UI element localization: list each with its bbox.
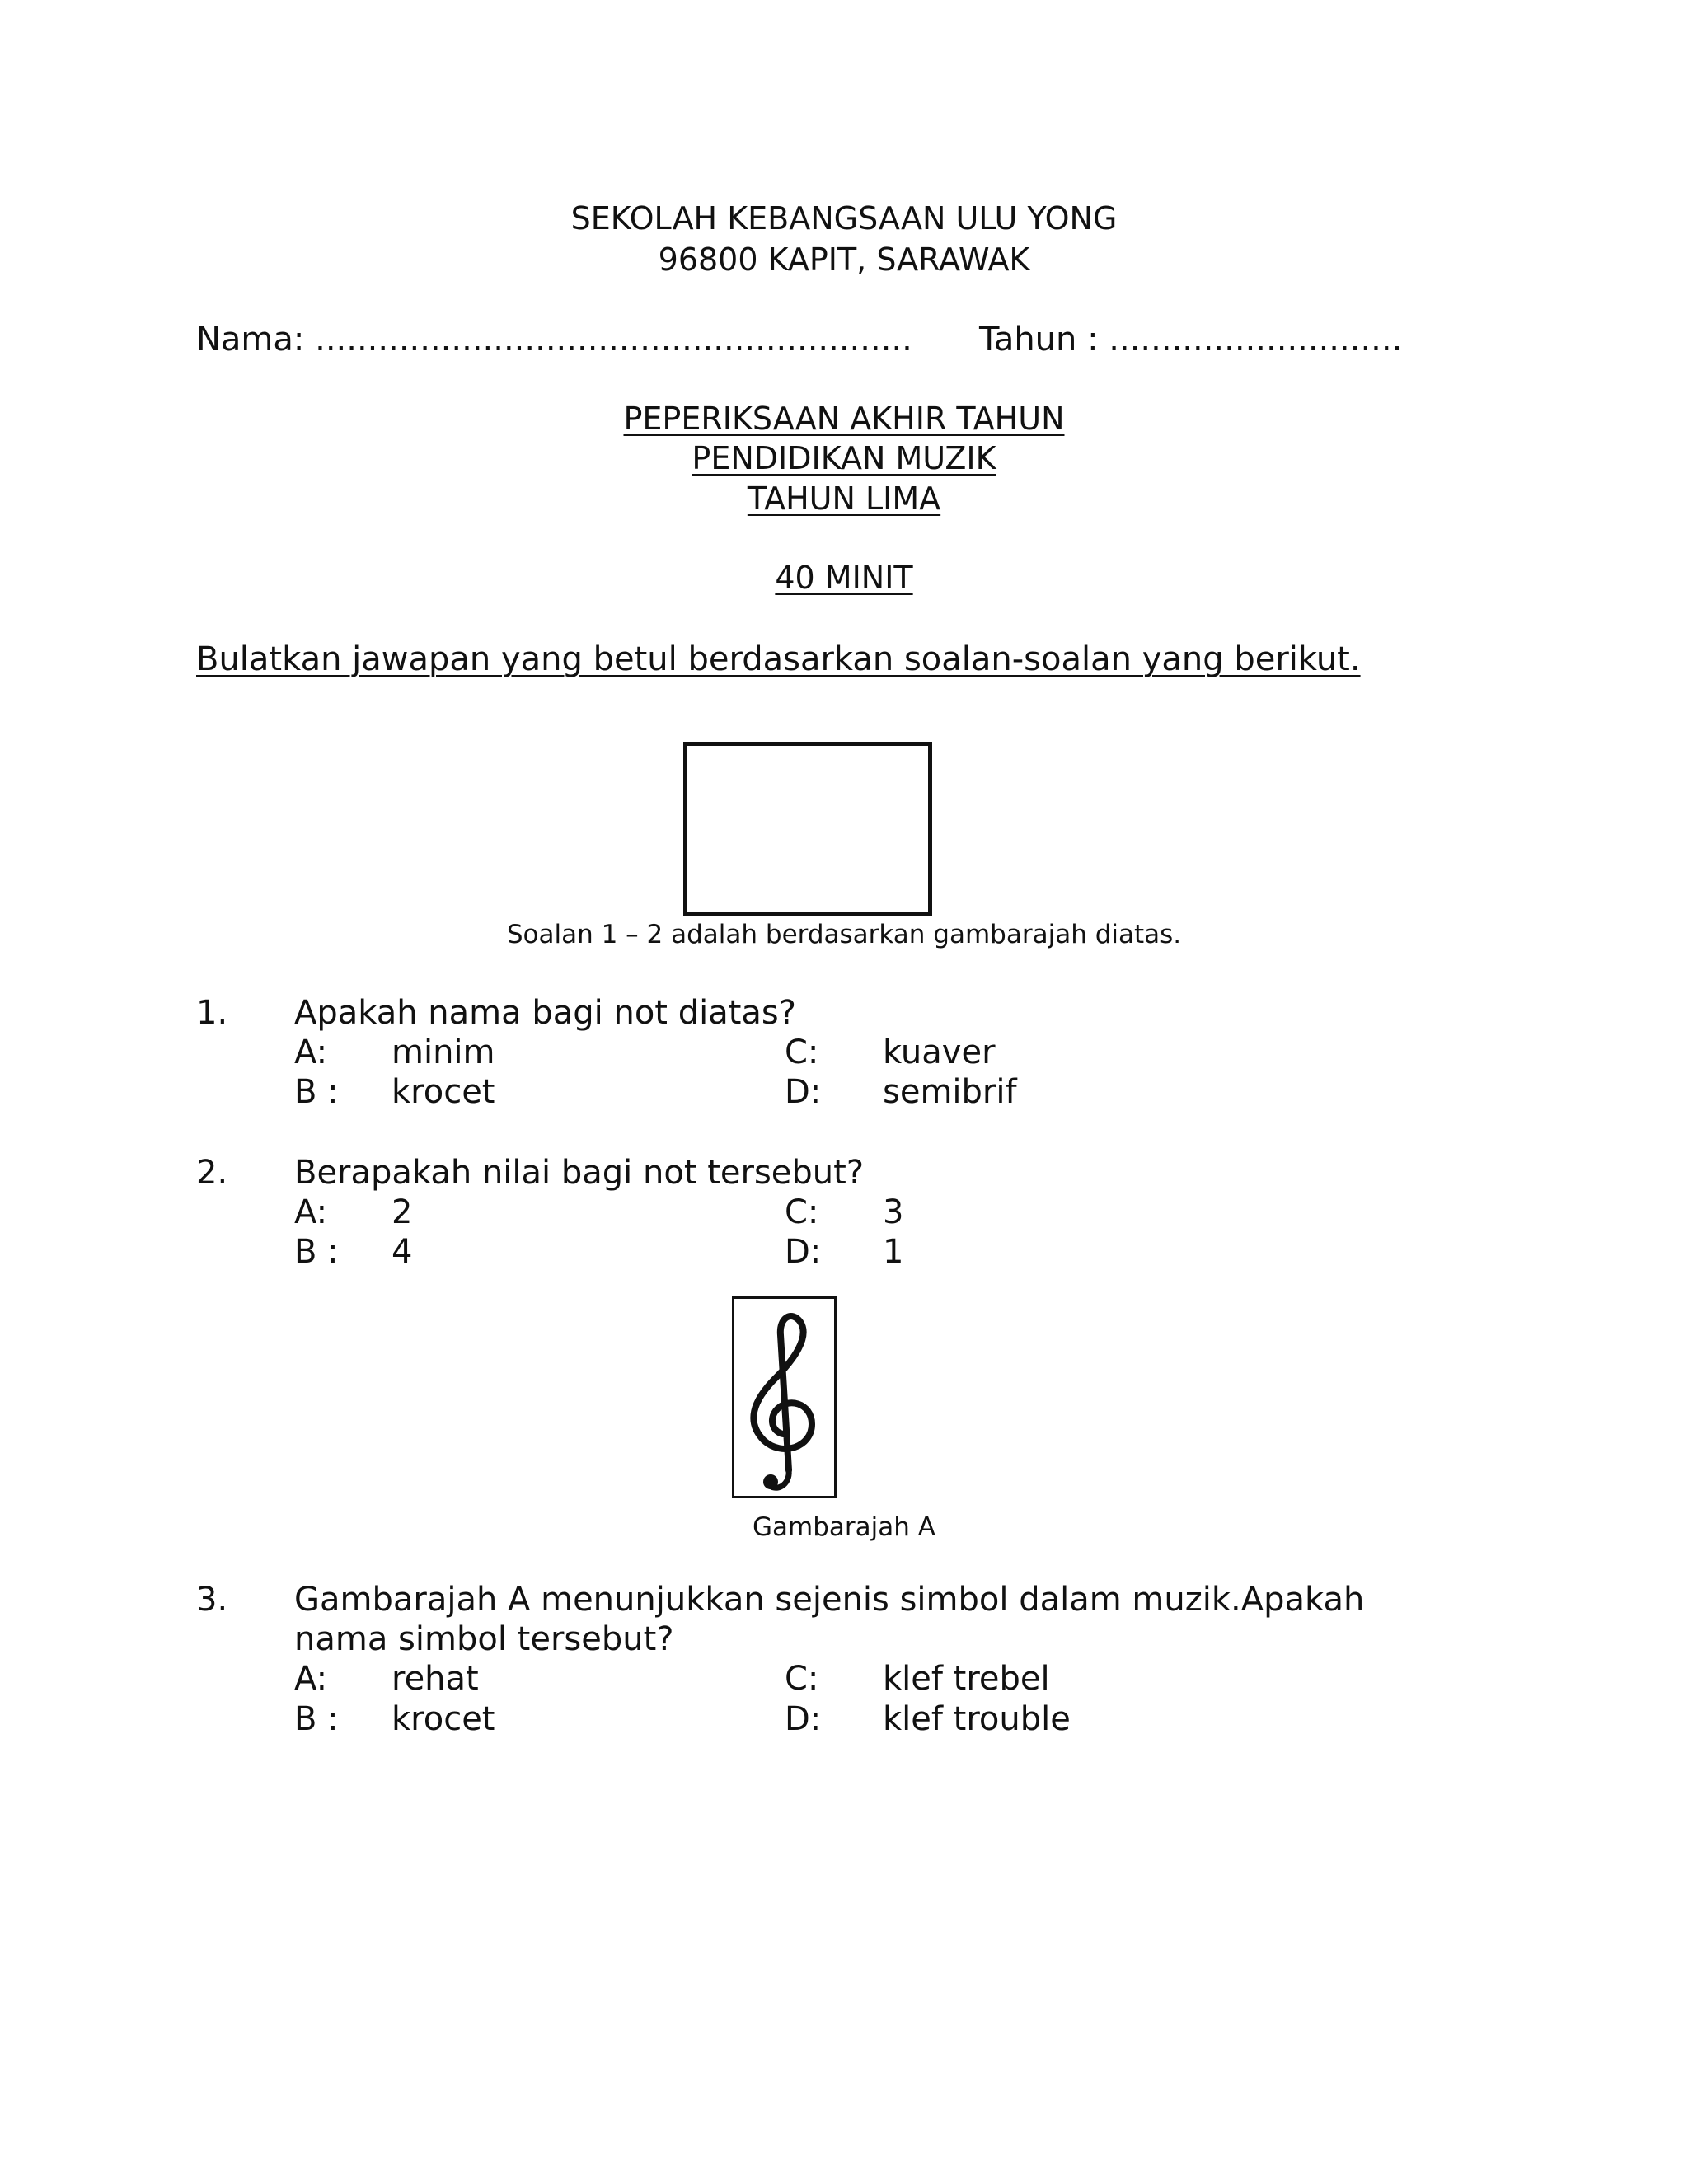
name-field[interactable]: Nama: ......................................................... <box>196 321 912 359</box>
option-text[interactable]: kuaver <box>883 1033 996 1071</box>
option-text[interactable]: 4 <box>392 1233 413 1271</box>
option-letter: D: <box>785 1700 822 1738</box>
exam-duration <box>0 557 1688 598</box>
option-text[interactable]: krocet <box>392 1073 495 1111</box>
option-letter: A: <box>294 1193 328 1231</box>
question-text-line2: nama simbol tersebut? <box>294 1620 674 1658</box>
question-text: Berapakah nilai bagi not tersebut? <box>294 1154 865 1192</box>
exam-level <box>0 478 1688 519</box>
option-letter: C: <box>785 1660 819 1698</box>
option-letter: A: <box>294 1033 328 1071</box>
question-text-line1: Gambarajah A menunjukkan sejenis simbol dalam muzik.Apakah <box>294 1581 1365 1619</box>
exam-title-line3: TAHUN LIMA <box>747 480 941 517</box>
instruction-text: Bulatkan jawapan yang betul berdasarkan soalan-soalan yang berikut. <box>196 640 1361 678</box>
figure2-caption: Gambarajah A <box>753 1512 935 1542</box>
option-letter: A: <box>294 1660 328 1698</box>
option-letter: B : <box>294 1073 339 1111</box>
option-letter: C: <box>785 1193 819 1231</box>
school-address: 96800 KAPIT, SARAWAK <box>658 241 1030 278</box>
option-text[interactable]: klef trouble <box>883 1700 1071 1738</box>
exam-title-line1: PEPERIKSAAN AKHIR TAHUN <box>623 401 1065 437</box>
option-letter: B : <box>294 1700 339 1738</box>
question-number: 2. <box>196 1154 228 1192</box>
question-text: Apakah nama bagi not diatas? <box>294 994 796 1032</box>
option-text[interactable]: minim <box>392 1033 495 1071</box>
option-text[interactable]: 2 <box>392 1193 413 1231</box>
option-letter: C: <box>785 1033 819 1071</box>
option-text[interactable]: 3 <box>883 1193 904 1231</box>
option-letter: B : <box>294 1233 339 1271</box>
option-letter: D: <box>785 1073 822 1111</box>
question-number: 1. <box>196 994 228 1032</box>
figure1-caption: Soalan 1 – 2 adalah berdasarkan gambarajah diatas. <box>506 920 1182 949</box>
instruction <box>196 639 1361 680</box>
option-text[interactable]: 1 <box>883 1233 904 1271</box>
exam-title-line2: PENDIDIKAN MUZIK <box>692 440 996 476</box>
treble-clef-icon <box>734 1299 834 1496</box>
exam-title <box>0 398 1688 439</box>
question-number: 3. <box>196 1581 228 1619</box>
option-text[interactable]: klef trebel <box>883 1660 1050 1698</box>
option-text[interactable]: semibrif <box>883 1073 1017 1111</box>
exam-subject <box>0 438 1688 479</box>
year-field[interactable]: Tahun : ............................ <box>979 321 1403 359</box>
option-letter: D: <box>785 1233 822 1271</box>
note-figure-box <box>683 742 932 916</box>
clef-figure-box <box>732 1296 837 1498</box>
option-text[interactable]: rehat <box>392 1660 479 1698</box>
school-name: SEKOLAH KEBANGSAAN ULU YONG <box>570 200 1118 237</box>
option-text[interactable]: krocet <box>392 1700 495 1738</box>
duration-label: 40 MINIT <box>775 560 913 596</box>
